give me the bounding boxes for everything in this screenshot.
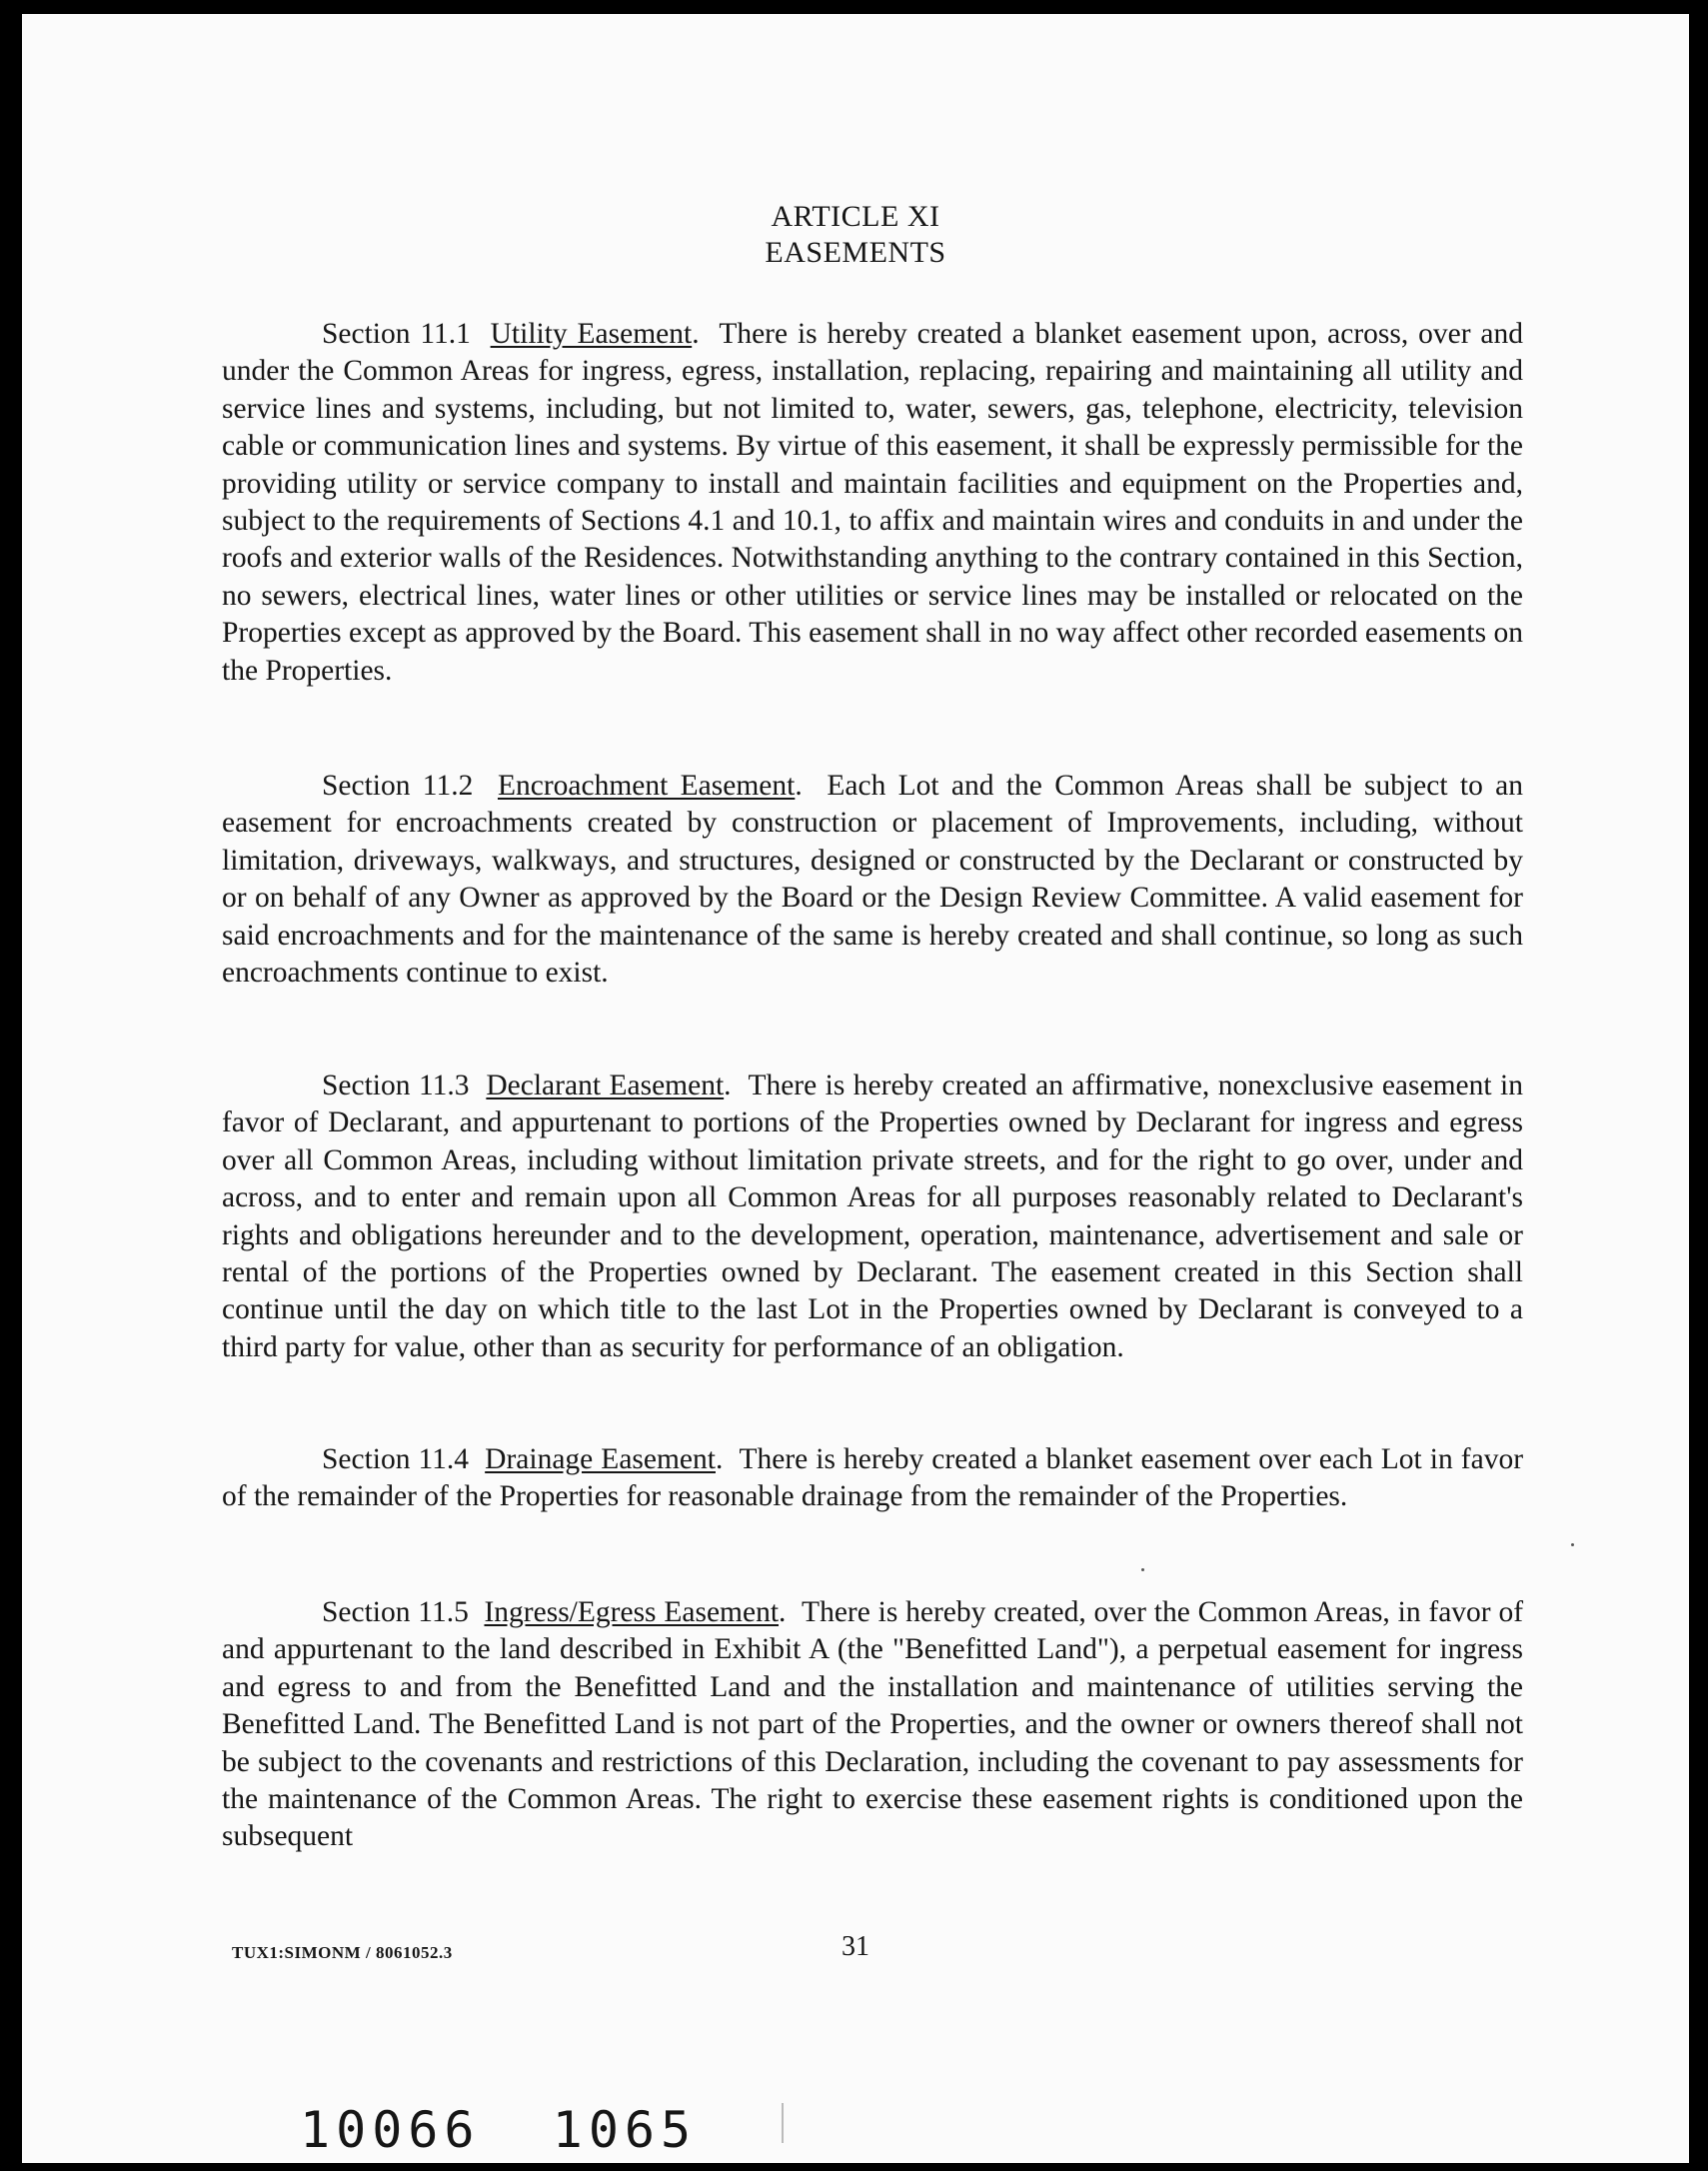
section-title: Encroachment Easement: [497, 770, 796, 802]
scan-mark: [782, 2103, 784, 2143]
section-title: Ingress/Egress Easement: [484, 1596, 780, 1628]
section-label: Section 11.3: [322, 1070, 470, 1101]
section-11-3: Section 11.3 Declarant Easement. There is hereby created an affirmative, nonexclusive easement in favor of Declarant, and appurtenant to portions of the Properties owned by Declarant for ingress and egress over all Common Areas, including without limitation private streets, and for the right to go over, under and across, and to enter and remain upon all Common Areas for all purposes reasonably related to Declarant's rights and obligations hereunder and to the development, operation, maintenance, advertisement and sale or rental of the portions of the Properties owned by Declarant. The easement created in this Section shall continue until the day on which title to the last Lot in the Properties owned by Declarant is conveyed to a third party for value, other than as security for performance of an obligation.: [222, 1070, 1523, 1363]
document-page: [22, 14, 1689, 2163]
section-title: Drainage Easement: [485, 1443, 716, 1475]
scan-speck: [1141, 1568, 1144, 1571]
section-label: Section 11.5: [322, 1596, 469, 1628]
bates-number: 10066 1065: [300, 2101, 698, 2159]
section-label: Section 11.4: [322, 1443, 470, 1475]
section-11-5: Section 11.5 Ingress/Egress Easement. There is hereby created, over the Common Areas, in favor of and appurtenant to the land described in Exhibit A (the "Benefitted Land"), a perpetual easement for ingress and egress to and from the Benefitted Land and the installation and maintenance of utilities serving the Benefitted Land. The Benefitted Land is not part of the Properties, and the owner or owners thereof shall not be subject to the covenants and restrictions of this Declaration, including the covenant to pay assessments for the maintenance of the Common Areas. The right to exercise these easement rights is conditioned upon the subsequent: [222, 1596, 1524, 1853]
article-heading: [22, 199, 1689, 271]
document-id: TUX1:SIMONM / 8061052.3: [232, 1943, 453, 1962]
section-body: There is hereby created, over the Common Areas, in favor of and appurtenant to the land described in Exhibit A (the "Benefitted Land"), a perpetual easement for ingress and egress to and from the Benefitted Land and the installation and maintenance of utilities serving the Benefitted Land. The Benefitted Land is not part of the Properties, and the owner or owners thereof shall not be subject to the covenants and restrictions of this Declaration, including the covenant to pay assessments for the maintenance of the Common Areas. The right to exercise these easement rights is conditioned upon the subsequent: [222, 1596, 1524, 1853]
section-11-1: Section 11.1 Utility Easement. There is hereby created a blanket easement upon, across, over and under the Common Areas for ingress, egress, installation, replacing, repairing and maintaining all utility and service lines and systems, including, but not limited to, water, sewers, gas, telephone, electricity, television cable or communication lines and systems. By virtue of this easement, it shall be expressly permissible for the providing utility or service company to install and maintain facilities and equipment on the Properties and, subject to the requirements of Sections 4.1 and 10.1, to affix and maintain wires and conduits in and under the roofs and exterior walls of the Residences. Notwithstanding anything to the contrary contained in this Section, no sewers, electrical lines, water lines or other utilities or service lines may be installed or relocated on the Properties except as approved by the Board. This easement shall in no way affect other recorded easements on the Properties.: [222, 318, 1523, 687]
scan-speck: [1571, 1543, 1574, 1546]
section-body: Each Lot and the Common Areas shall be subject to an easement for encroachments created by construction or placement of Improvements, including, without limitation, driveways, walkways, and structures, designed or constructed by the Declarant or constructed by or on behalf of any Owner as approved by the Board or the Design Review Committee. A valid easement for said encroachments and for the maintenance of the same is hereby created and shall continue, so long as such encroachments continue to exist.: [222, 770, 1523, 990]
section-body: There is hereby created a blanket easement upon, across, over and under the Common Areas for ingress, egress, installation, replacing, repairing and maintaining all utility and service lines and systems, including, but not limited to, water, sewers, gas, telephone, electricity, television cable or communication lines and systems. By virtue of this easement, it shall be expressly permissible for the providing utility or service company to install and maintain facilities and equipment on the Properties and, subject to the requirements of Sections 4.1 and 10.1, to affix and maintain wires and conduits in and under the roofs and exterior walls of the Residences. Notwithstanding anything to the contrary contained in this Section, no sewers, electrical lines, water lines or other utilities or service lines may be installed or relocated on the Properties except as approved by the Board. This easement shall in no way affect other recorded easements on the Properties.: [222, 318, 1523, 687]
page-number: 31: [842, 1931, 869, 1962]
section-label: Section 11.1: [322, 318, 471, 350]
section-title: Declarant Easement: [486, 1070, 725, 1101]
section-label: Section 11.2: [322, 770, 474, 802]
section-11-4: Section 11.4 Drainage Easement. There is hereby created a blanket easement over each Lot in favor of the remainder of the Properties for reasonable drainage from the remainder of the Properties.: [222, 1443, 1524, 1513]
section-body: There is hereby created an affirmative, nonexclusive easement in favor of Declarant, and appurtenant to portions of the Properties owned by Declarant for ingress and egress over all Common Areas, including without limitation private streets, and for the right to go over, under and across, and to enter and remain upon all Common Areas for all purposes reasonably related to Declarant's rights and obligations hereunder and to the development, operation, maintenance, advertisement and sale or rental of the portions of the Properties owned by Declarant. The easement created in this Section shall continue until the day on which title to the last Lot in the Properties owned by Declarant is conveyed to a third party for value, other than as security for performance of an obligation.: [222, 1070, 1523, 1363]
article-number: ARTICLE XI: [771, 200, 940, 233]
section-body: There is hereby created a blanket easement over each Lot in favor of the remainder of the Properties for reasonable drainage from the remainder of the Properties.: [222, 1443, 1524, 1513]
section-title: Utility Easement: [490, 318, 693, 350]
section-11-2: Section 11.2 Encroachment Easement. Each Lot and the Common Areas shall be subject to an easement for encroachments created by construction or placement of Improvements, including, without limitation, driveways, walkways, and structures, designed or constructed by the Declarant or constructed by or on behalf of any Owner as approved by the Board or the Design Review Committee. A valid easement for said encroachments and for the maintenance of the same is hereby created and shall continue, so long as such encroachments continue to exist.: [222, 770, 1523, 990]
article-title: EASEMENTS: [765, 236, 946, 269]
